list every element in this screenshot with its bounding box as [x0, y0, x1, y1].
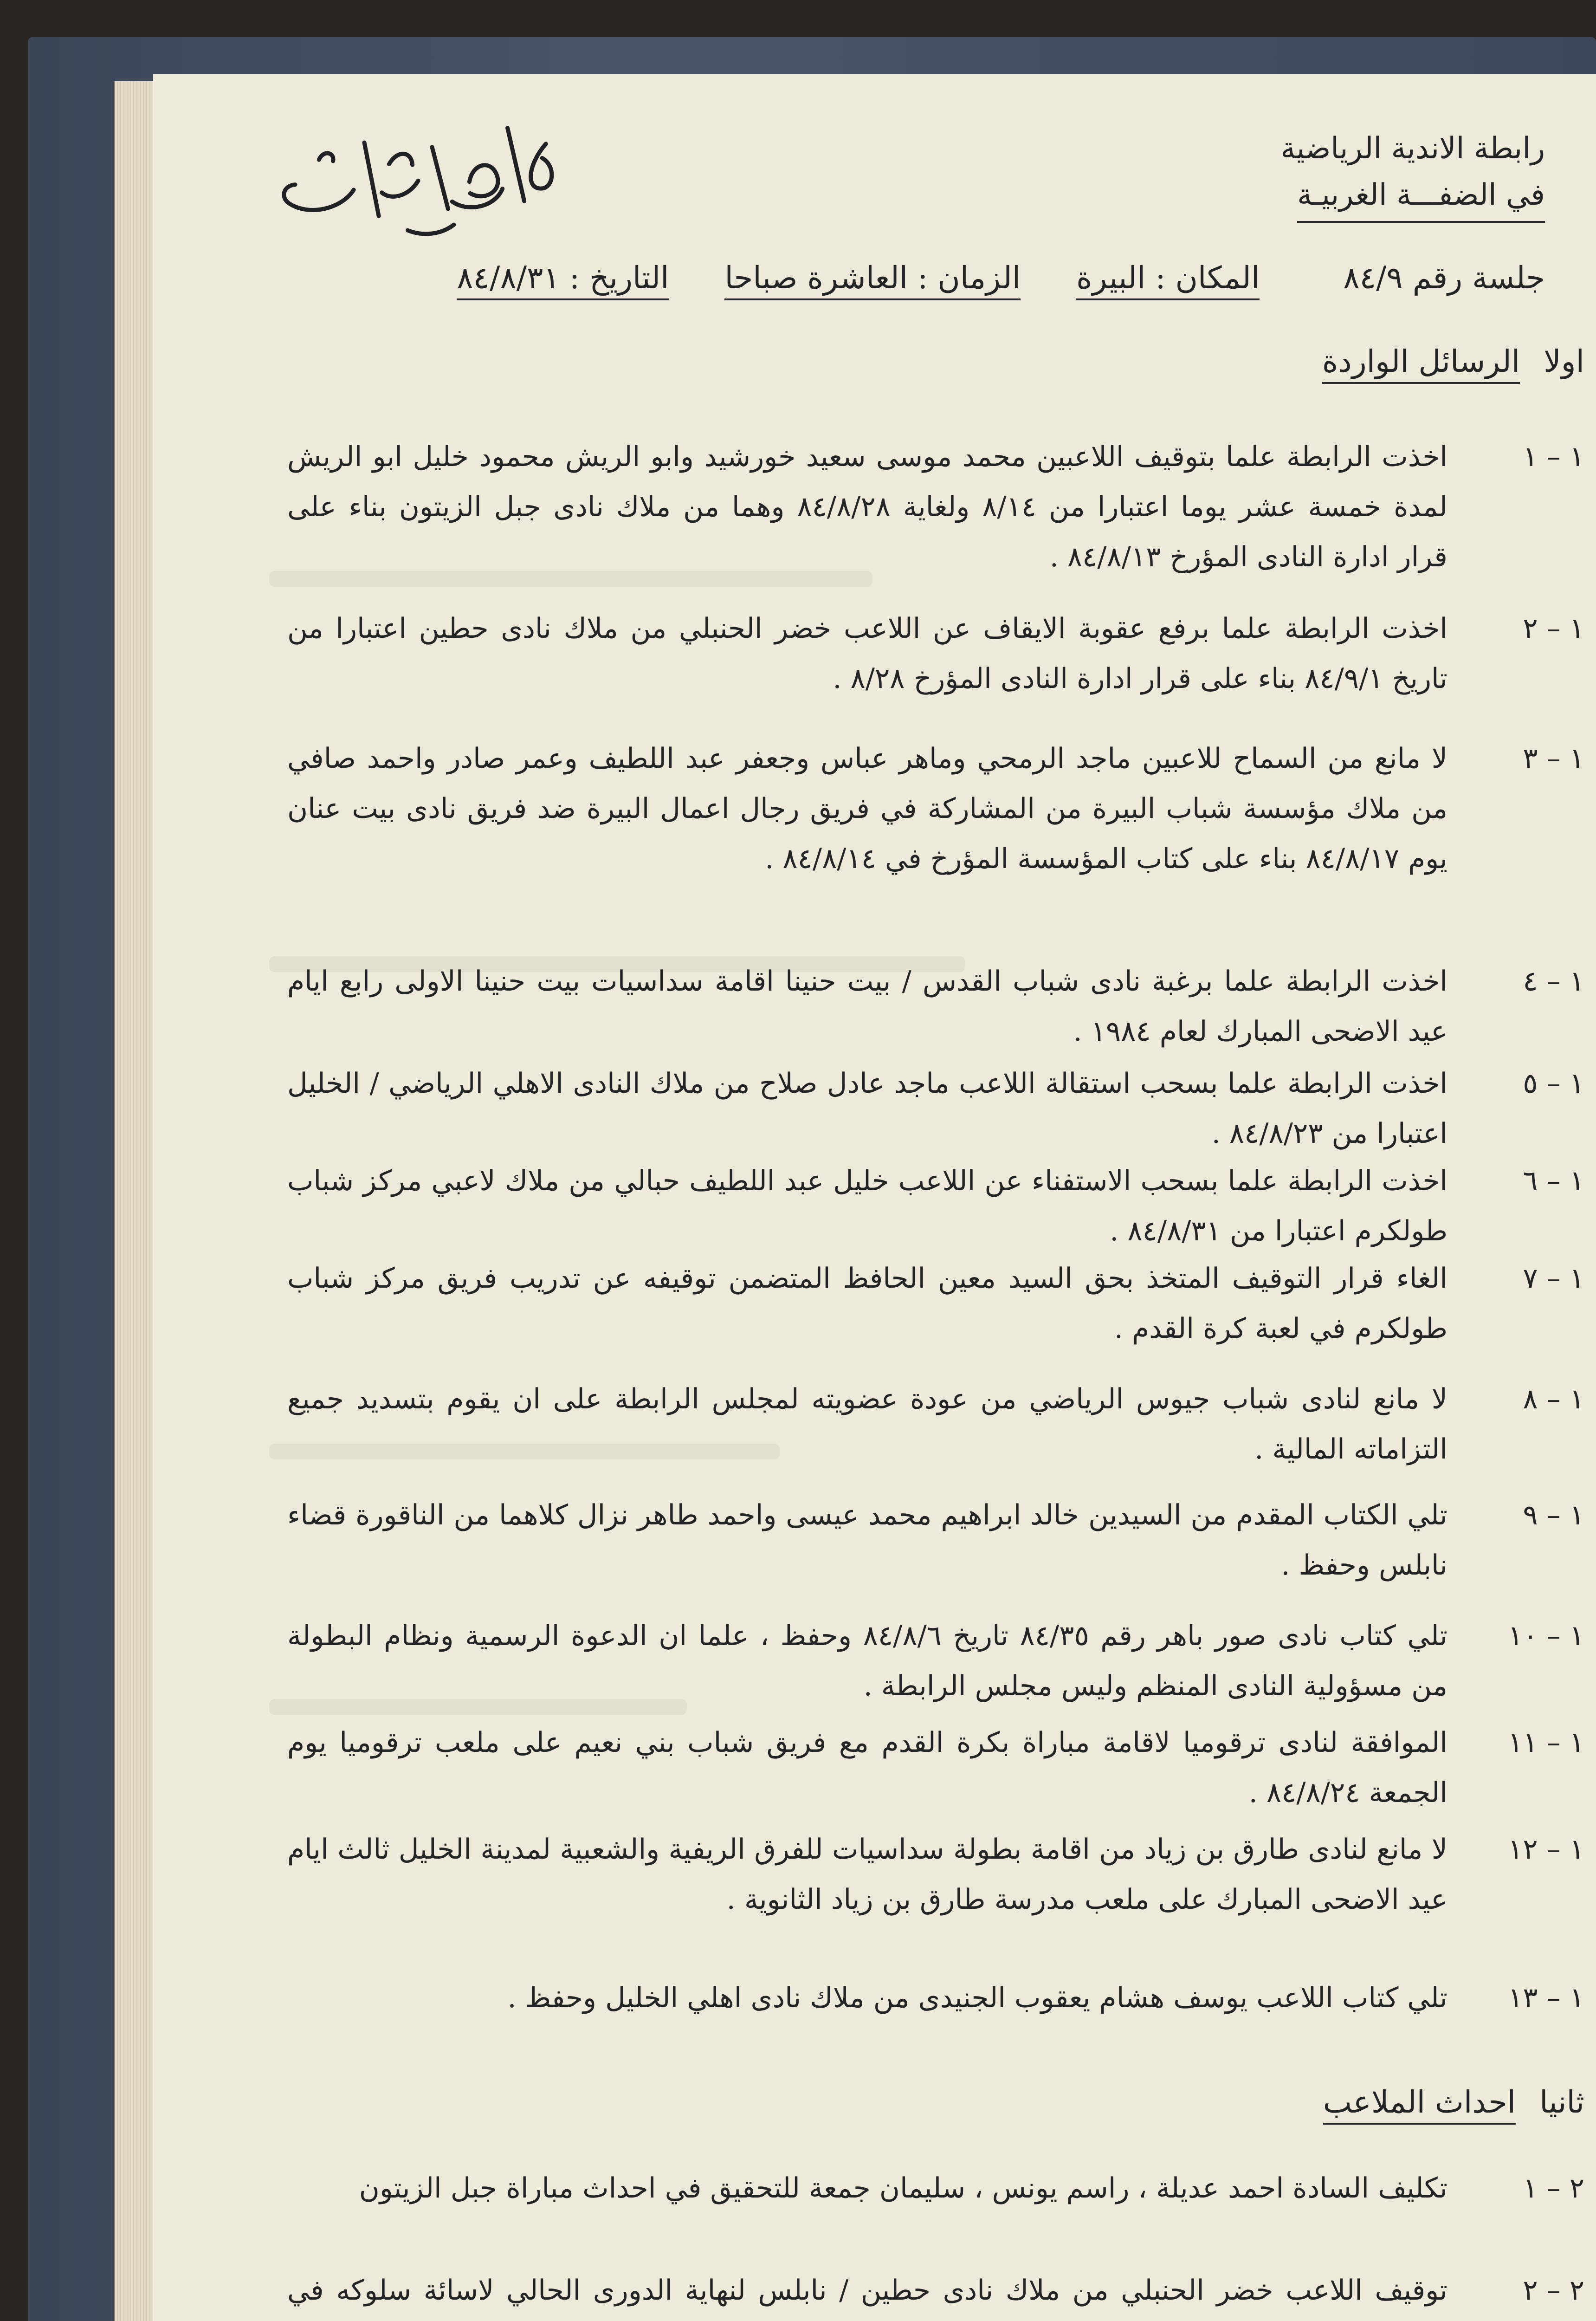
section-heading-1 — [1322, 344, 1584, 379]
item-number: ١ – ٩ — [1523, 1499, 1584, 1531]
item-text: اخذت الرابطة علما برفع عقوبة الايقاف عن اللاعب خضر الحنبلي من ملاك نادى حطين اعتبارا من تاريخ ٨٤/٩/١ بناء على قرار ادارة النادى المؤرخ ٨/٢٨ . — [287, 612, 1447, 695]
meeting-time: الزمان : العاشرة صباحا — [724, 260, 1021, 300]
section-title: الرسائل الواردة — [1322, 344, 1520, 384]
item-text: الغاء قرار التوقيف المتخذ بحق السيد معين الحافظ المتضمن توقيفه عن تدريب فريق مركز شباب طولكرم في لعبة كرة القدم . — [287, 1262, 1447, 1345]
item-number: ١ – ١٢ — [1508, 1833, 1584, 1866]
org-region: في الضفـــة الغربيـة — [1297, 172, 1545, 223]
item-number: ١ – ٣ — [1523, 742, 1584, 775]
item-number: ١ – ٢ — [1523, 612, 1584, 645]
item-number: ١ – ٤ — [1523, 965, 1584, 998]
item-text: تلي الكتاب المقدم من السيدين خالد ابراهيم محمد عيسى واحمد طاهر نزال كلاهما من الناقورة قضاء نابلس وحفظ . — [287, 1499, 1447, 1582]
item-number: ١ – ٨ — [1523, 1383, 1584, 1415]
item-number: ١ – ١٣ — [1508, 1982, 1584, 2014]
session-number: جلسة رقم ٨٤/٩ — [1343, 260, 1545, 296]
item-text: لا مانع من السماح للاعبين ماجد الرمحي وماهر عباس وجعفر عبد اللطيف وعمر صادر واحمد صافي من ملاك مؤسسة شباب البيرة من المشاركة في فريق رجال اعمال البيرة ضد فريق نادى بيت عنان يوم ٨٤/٨/١٧ بناء على كتاب المؤسسة المؤرخ في ٨٤/٨/١٤ . — [287, 742, 1447, 875]
item-text: اخذت الرابطة علما بسحب استقالة اللاعب ماجد عادل صلاح من ملاك النادى الاهلي الرياضي / الخليل اعتبارا من ٨٤/٨/٢٣ . — [287, 1067, 1447, 1150]
item-text: لا مانع لنادى طارق بن زياد من اقامة بطولة سداسيات للفرق الريفية والشعبية لمدينة الخليل ثالث ايام عيد الاضحى المبارك على ملعب مدرسة طارق بن زياد الثانوية . — [287, 1833, 1447, 1916]
section-title: احداث الملاعب — [1323, 2084, 1516, 2125]
item-text: تكليف السادة احمد عديلة ، راسم يونس ، سليمان جمعة للتحقيق في احداث مباراة جبل الزيتون — [359, 2172, 1447, 2204]
section-number: اولا — [1544, 344, 1584, 379]
item-text: توقيف اللاعب خضر الحنبلي من ملاك نادى حطين / نابلس لنهاية الدورى الحالي لاسائة سلوكه في — [287, 2274, 1447, 2307]
item-number: ٢ – ١ — [1523, 2172, 1584, 2204]
handwritten-signature — [246, 86, 580, 262]
item-text: لا مانع لنادى شباب جيوس الرياضي من عودة عضويته لمجلس الرابطة على ان يقوم بتسديد جميع التزاماته المالية . — [287, 1383, 1447, 1465]
item-text: اخذت الرابطة علما بسحب الاستفناء عن اللاعب خليل عبد اللطيف حبالي من ملاك لاعبي مركز شباب طولكرم اعتبارا من ٨٤/٨/٣١ . — [287, 1165, 1447, 1247]
org-name: رابطة الاندية الرياضية — [1280, 131, 1545, 166]
item-number: ١ – ١١ — [1508, 1726, 1584, 1759]
meeting-info — [236, 260, 1545, 311]
item-number: ١ – ١ — [1523, 441, 1584, 473]
meeting-place: المكان : البيرة — [1076, 260, 1260, 300]
item-number: ١ – ٥ — [1523, 1067, 1584, 1100]
item-number: ١ – ٦ — [1523, 1165, 1584, 1197]
item-number: ١ – ١٠ — [1508, 1620, 1584, 1652]
item-text: اخذت الرابطة علما بتوقيف اللاعبين محمد موسى سعيد خورشيد وابو الريش محمود خليل ابو الريش لمدة خمسة عشر يوما اعتبارا من ٨/١٤ ولغاية ٨٤/٨/٢٨ وهما من ملاك نادى جبل الزيتون بناء على قرار ادارة النادى المؤرخ ٨٤/٨/١٣ . — [287, 441, 1447, 573]
item-text: تلي كتاب اللاعب يوسف هشام يعقوب الجنيدى من ملاك نادى اهلي الخليل وحفظ . — [507, 1982, 1447, 2014]
meeting-date: التاريخ : ٨٤/٨/٣١ — [457, 260, 669, 300]
letterhead — [1280, 125, 1545, 223]
page-edge — [114, 81, 157, 2321]
item-number: ١ – ٧ — [1523, 1262, 1584, 1295]
document-page — [153, 74, 1596, 2321]
section-number: ثانيا — [1539, 2084, 1584, 2120]
section-heading-2 — [1323, 2084, 1584, 2120]
item-text: تلي كتاب نادى صور باهر رقم ٨٤/٣٥ تاريخ ٨٤/٨/٦ وحفظ ، علما ان الدعوة الرسمية ونظام البطولة من مسؤولية النادى المنظم وليس مجلس الرابطة . — [287, 1620, 1447, 1702]
item-text: اخذت الرابطة علما برغبة نادى شباب القدس / بيت حنينا اقامة سداسيات بيت حنينا الاولى رابع ايام عيد الاضحى المبارك لعام ١٩٨٤ . — [287, 965, 1447, 1048]
item-text: الموافقة لنادى ترقوميا لاقامة مباراة بكرة القدم مع فريق شباب بني نعيم على ملعب ترقوميا يوم الجمعة ٨٤/٨/٢٤ . — [287, 1726, 1447, 1809]
item-number: ٢ – ٢ — [1523, 2274, 1584, 2307]
